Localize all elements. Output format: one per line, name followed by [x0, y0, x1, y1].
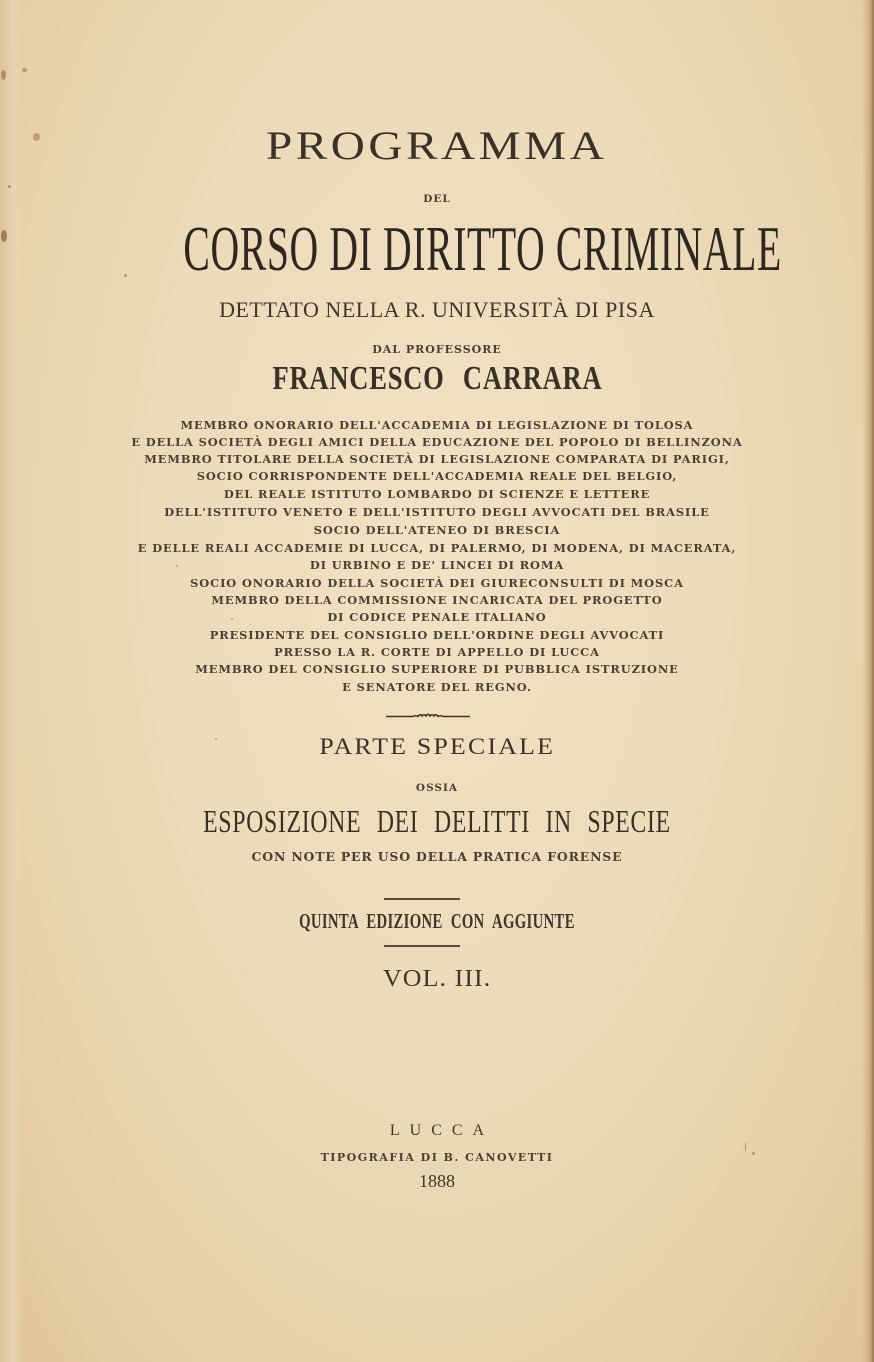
subtitle: ESPOSIZIONE DEI DELITTI IN SPECIE	[203, 803, 671, 839]
imprint-city: LUCCA	[389, 1122, 495, 1139]
honor-line: SOCIO CORRISPONDENTE DELL'ACCADEMIA REALE DEL BELGIO,	[196, 469, 678, 483]
imprint-year: 1888	[419, 1171, 455, 1191]
honor-line: E SENATORE DEL REGNO.	[342, 680, 532, 694]
foxing-spot	[745, 1143, 746, 1151]
honor-line: E DELLA SOCIETÀ DEGLI AMICI DELLA EDUCAZIONE DEL POPOLO DI BELLINZONA	[131, 435, 743, 449]
honor-line: SOCIO ONORARIO DELLA SOCIETÀ DEI GIURECONSULTI DI MOSCA	[190, 576, 684, 590]
edition-line: QUINTA EDIZIONE CON AGGIUNTE	[299, 909, 575, 933]
book-title: PROGRAMMA	[266, 123, 608, 168]
part-heading: PARTE SPECIALE	[319, 734, 555, 759]
subtitle-note: CON NOTE PER USO DELLA PRATICA FORENSE	[251, 849, 623, 864]
imprint-printer: TIPOGRAFIA DI B. CANOVETTI	[320, 1151, 554, 1164]
connector-del: DEL	[423, 193, 451, 205]
honor-line: E DELLE REALI ACCADEMIE DI LUCCA, DI PALERMO, DI MODENA, DI MACERATA,	[137, 541, 737, 555]
rule-below-edition	[384, 945, 460, 947]
honor-line: DI CODICE PENALE ITALIANO	[327, 610, 547, 624]
course-title: CORSO DI DIRITTO CRIMINALE	[183, 213, 782, 284]
by-line: DAL PROFESSORE	[372, 343, 502, 356]
honor-line: DELL'ISTITUTO VENETO E DELL'ISTITUTO DEGLI AVVOCATI DEL BRASILE	[164, 505, 710, 519]
honor-line: MEMBRO TITOLARE DELLA SOCIETÀ DI LEGISLAZIONE COMPARATA DI PARIGI,	[144, 452, 730, 466]
institution-line: DETTATO NELLA R. UNIVERSITÀ DI PISA	[219, 297, 655, 322]
foxing-spot	[22, 68, 27, 72]
honor-line: MEMBRO DELLA COMMISSIONE INCARICATA DEL PROGETTO	[211, 593, 663, 607]
honor-line: PRESIDENTE DEL CONSIGLIO DELL'ORDINE DEGLI AVVOCATI	[209, 628, 665, 642]
honor-line: PRESSO LA R. CORTE DI APPELLO DI LUCCA	[274, 645, 600, 659]
foxing-spot	[1, 70, 6, 80]
honor-line: DEL REALE ISTITUTO LOMBARDO DI SCIENZE E LETTERE	[223, 487, 651, 501]
rule-above-edition	[384, 898, 460, 900]
honor-line: DI URBINO E DE' LINCEI DI ROMA	[309, 558, 565, 572]
volume-number: VOL. III.	[382, 966, 492, 992]
honor-line: MEMBRO DEL CONSIGLIO SUPERIORE DI PUBBLICA ISTRUZIONE	[195, 662, 679, 676]
author-name: FRANCESCO CARRARA	[272, 360, 602, 397]
honor-line: SOCIO DELL'ATENEO DI BRESCIA	[313, 523, 561, 537]
foxing-spot	[8, 185, 11, 188]
connector-ossia: OSSIA	[415, 782, 459, 794]
honor-line: MEMBRO ONORARIO DELL'ACCADEMIA DI LEGISLAZIONE DI TOLOSA	[180, 418, 694, 432]
ornament-divider-icon	[385, 712, 471, 720]
